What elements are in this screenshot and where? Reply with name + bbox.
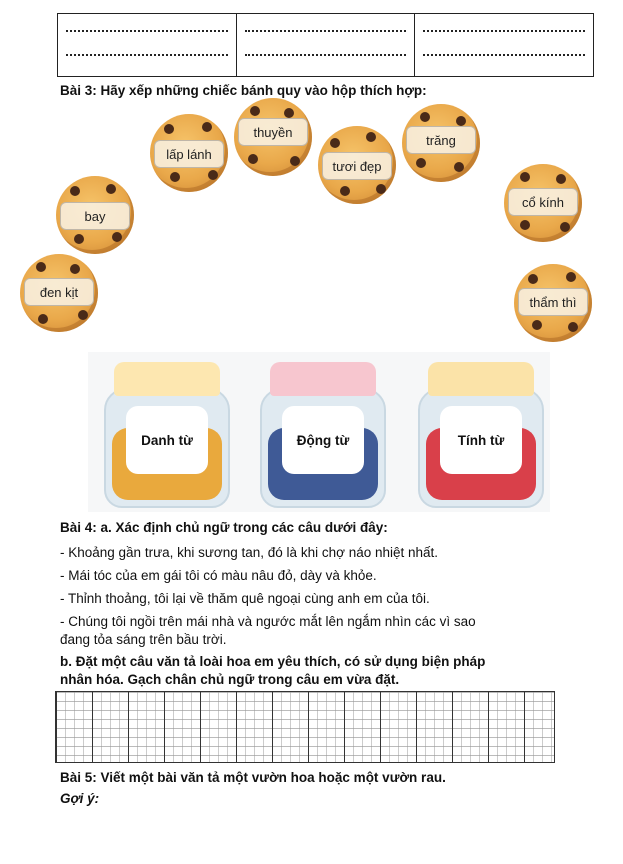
answer-table <box>57 13 594 77</box>
cookie[interactable] <box>20 254 98 332</box>
cookie-label: thẩm thì <box>518 288 588 316</box>
cookie[interactable] <box>318 126 396 204</box>
cookie[interactable] <box>56 176 134 254</box>
bai4-heading-b-cont: nhân hóa. Gạch chân chủ ngữ trong câu em vừa đặt. <box>60 672 400 687</box>
writing-grid[interactable] <box>55 691 555 763</box>
cookie[interactable] <box>514 264 592 342</box>
dotted-line <box>423 54 585 56</box>
cookie-label: lấp lánh <box>154 140 224 168</box>
dotted-line <box>66 30 228 32</box>
jar-danh-tu[interactable] <box>104 362 230 508</box>
dotted-line <box>66 54 228 56</box>
jar-label: Động từ <box>282 406 364 474</box>
sentence: - Mái tóc của em gái tôi có màu nâu đỏ, dày và khỏe. <box>60 568 377 583</box>
jar-dong-tu[interactable] <box>260 362 386 508</box>
jar-lid <box>270 362 376 396</box>
cookie-label: tươi đẹp <box>322 152 392 180</box>
bai5-heading: Bài 5: Viết một bài văn tả một vườn hoa hoặc một vườn rau. <box>60 770 446 785</box>
cookie-label: cổ kính <box>508 188 578 216</box>
dotted-line <box>423 30 585 32</box>
cookie-label: bay <box>60 202 130 230</box>
cookie-label: thuyền <box>238 118 308 146</box>
cookie[interactable] <box>150 114 228 192</box>
sentence: đang tỏa sáng trên bầu trời. <box>60 632 227 647</box>
cookie-label: đen kịt <box>24 278 94 306</box>
cookie[interactable] <box>504 164 582 242</box>
cookie[interactable] <box>402 104 480 182</box>
answer-cell-1[interactable] <box>58 14 237 76</box>
bai4-heading-b: b. Đặt một câu văn tả loài hoa em yêu thích, có sử dụng biện pháp <box>60 654 486 669</box>
cookie-label: trăng <box>406 126 476 154</box>
answer-cell-2[interactable] <box>237 14 416 76</box>
dotted-line <box>245 54 407 56</box>
sentence: - Khoảng gần trưa, khi sương tan, đó là khi chợ náo nhiệt nhất. <box>60 545 439 560</box>
jar-label: Danh từ <box>126 406 208 474</box>
bai3-heading: Bài 3: Hãy xếp những chiếc bánh quy vào hộp thích hợp: <box>60 83 427 98</box>
jar-label: Tính từ <box>440 406 522 474</box>
sentence: - Chúng tôi ngồi trên mái nhà và ngước mắt lên ngắm nhìn các vì sao <box>60 614 476 629</box>
answer-cell-3[interactable] <box>415 14 593 76</box>
bai4-heading-a: Bài 4: a. Xác định chủ ngữ trong các câu dưới đây: <box>60 520 388 535</box>
sentence: - Thỉnh thoảng, tôi lại về thăm quê ngoại cùng anh em của tôi. <box>60 591 430 606</box>
jar-lid <box>114 362 220 396</box>
jar-tinh-tu[interactable] <box>418 362 544 508</box>
dotted-line <box>245 30 407 32</box>
jar-lid <box>428 362 534 396</box>
cookie[interactable] <box>234 98 312 176</box>
bai5-hint: Gợi ý: <box>60 791 100 806</box>
